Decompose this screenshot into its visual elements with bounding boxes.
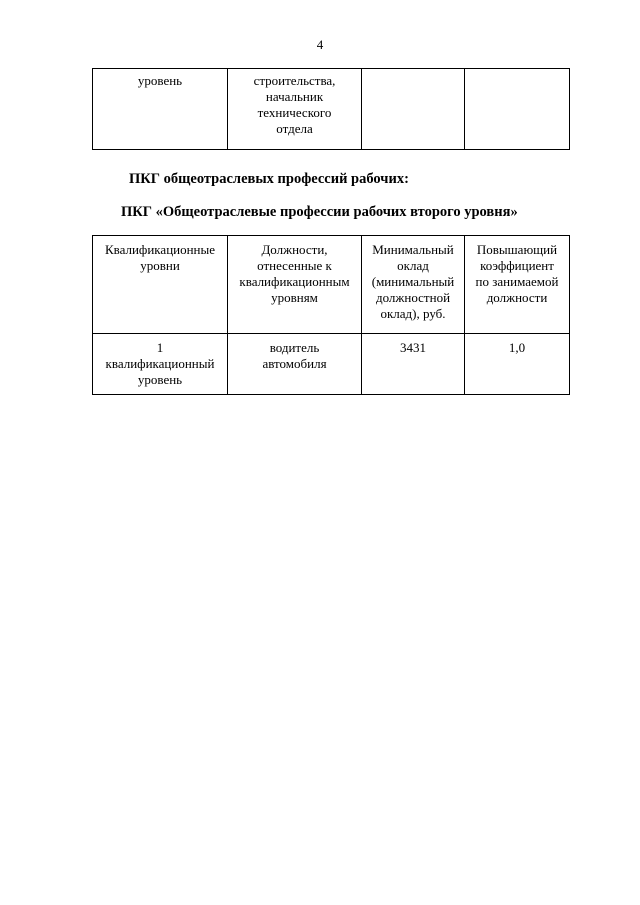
table-cell-position (228, 334, 362, 395)
cell-text: 3431 (400, 340, 426, 355)
column-header-coefficient (465, 236, 570, 334)
page-number: 4 (316, 37, 324, 52)
cell-text: 1,0 (508, 340, 526, 355)
table-row (93, 69, 570, 150)
cell-text: строительства, начальник технического отдела (253, 73, 336, 136)
column-header-qualification-levels (93, 236, 228, 334)
table-cell-salary (362, 334, 465, 395)
table-row (93, 334, 570, 395)
header-text: Повышающий коэффициент по занимаемой должности (475, 242, 559, 305)
header-text: Квалификационные уровни (104, 242, 216, 273)
header-text: Должности, отнесенные к квалификационным уровням (239, 242, 350, 305)
table-cell-coefficient (465, 334, 570, 395)
column-header-positions (228, 236, 362, 334)
column-header-minimum-salary (362, 236, 465, 334)
cell-text: 1 квалификационный уровень (105, 340, 215, 387)
table-cell-salary (362, 69, 465, 150)
continued-salary-table (92, 68, 570, 150)
salary-table (92, 235, 570, 395)
cell-text: водитель автомобиля (262, 340, 327, 371)
table-cell-level (93, 69, 228, 150)
section-heading: ПКГ общеотраслевых профессий рабочих: (129, 171, 409, 187)
table-cell-level (93, 334, 228, 395)
cell-text: уровень (137, 73, 183, 88)
table-header-row (93, 236, 570, 334)
header-text: Минимальный оклад (минимальный должностной оклад), руб. (371, 242, 455, 321)
subsection-heading: ПКГ «Общеотраслевые профессии рабочих второго уровня» (121, 204, 518, 220)
table-cell-position (228, 69, 362, 150)
table-cell-coefficient (465, 69, 570, 150)
